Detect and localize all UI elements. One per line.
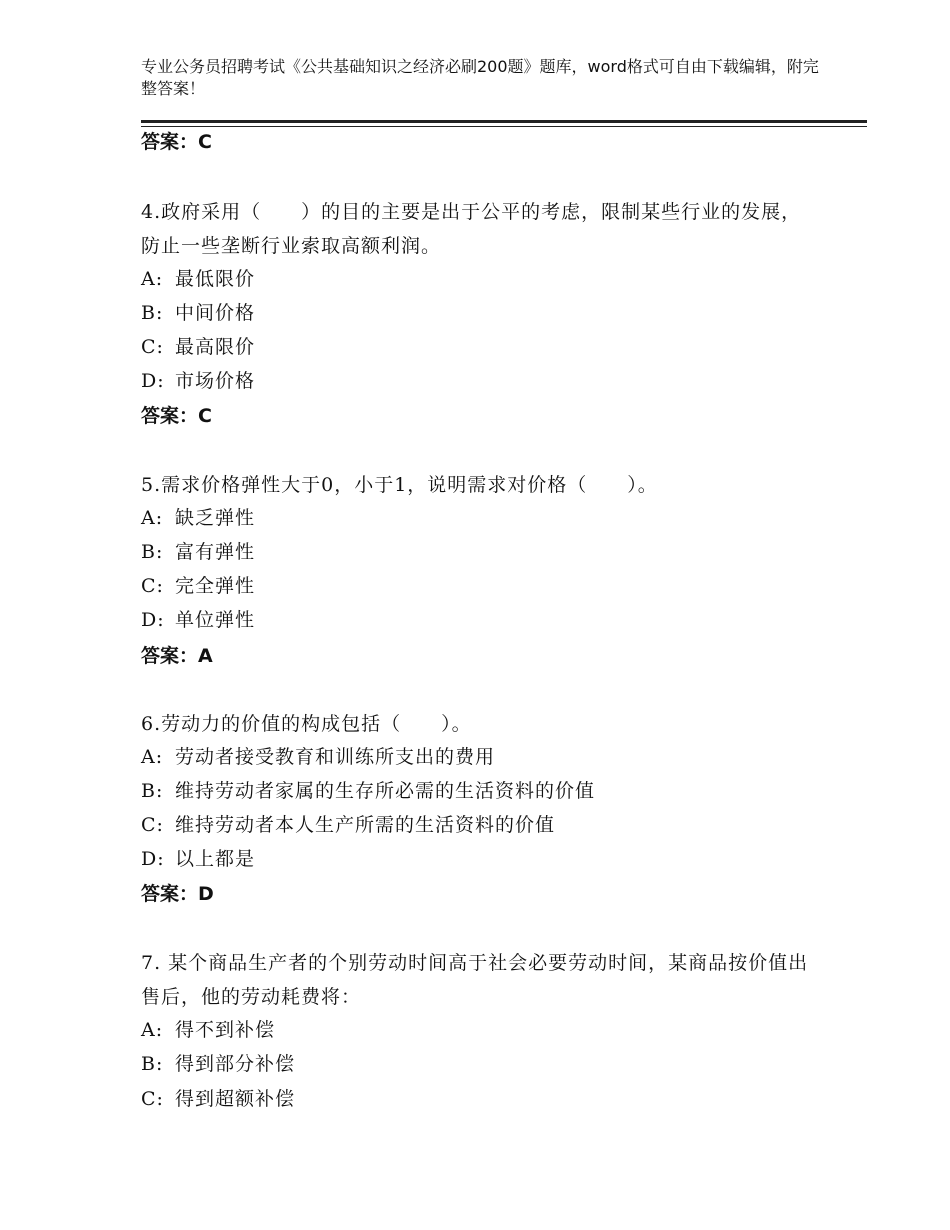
option-text: 最高限价 bbox=[175, 336, 256, 358]
option-letter: D: bbox=[141, 370, 165, 392]
question-text: 5.需求价格弹性大于0，小于1，说明需求对价格（ ）。 bbox=[141, 474, 658, 496]
option-letter: A: bbox=[141, 1019, 164, 1041]
option-item bbox=[141, 744, 495, 770]
option-item bbox=[141, 1051, 295, 1077]
option-text: 中间价格 bbox=[175, 302, 256, 324]
option-text: 缺乏弹性 bbox=[175, 507, 256, 529]
option-text: 维持劳动者家属的生存所必需的生活资料的价值 bbox=[175, 780, 596, 802]
option-item bbox=[141, 812, 555, 838]
option-text: 单位弹性 bbox=[175, 609, 256, 631]
option-text: 市场价格 bbox=[175, 370, 256, 392]
option-letter: B: bbox=[141, 302, 164, 324]
answer-label: 答案：C bbox=[141, 131, 212, 153]
header-rule-thin bbox=[141, 126, 867, 127]
option-item bbox=[141, 505, 255, 531]
answer-label: 答案：C bbox=[141, 405, 212, 427]
option-letter: B: bbox=[141, 780, 164, 802]
header-rule-thick bbox=[141, 120, 867, 123]
option-item bbox=[141, 539, 255, 565]
answer-label: 答案：A bbox=[141, 645, 213, 667]
option-item bbox=[141, 334, 255, 360]
option-letter: B: bbox=[141, 1053, 164, 1075]
option-text: 得到超额补偿 bbox=[175, 1088, 296, 1110]
option-text: 完全弹性 bbox=[175, 575, 256, 597]
option-text: 得不到补偿 bbox=[175, 1019, 276, 1041]
page-header: 专业公务员招聘考试《公共基础知识之经济必刷200题》题库，word格式可自由下载编辑，附完整答案！ bbox=[141, 57, 819, 98]
option-text: 最低限价 bbox=[175, 268, 256, 290]
option-letter: C: bbox=[141, 814, 164, 836]
option-letter: A: bbox=[141, 746, 164, 768]
option-letter: B: bbox=[141, 541, 164, 563]
option-item bbox=[141, 778, 595, 804]
option-letter: A: bbox=[141, 507, 164, 529]
option-text: 劳动者接受教育和训练所支出的费用 bbox=[175, 746, 496, 768]
option-text: 以上都是 bbox=[175, 848, 256, 870]
option-item bbox=[141, 266, 255, 292]
option-letter: C: bbox=[141, 1088, 164, 1110]
option-item bbox=[141, 846, 255, 872]
option-letter: C: bbox=[141, 336, 164, 358]
answer-label: 答案：D bbox=[141, 883, 214, 905]
option-letter: C: bbox=[141, 575, 164, 597]
question-text: 6.劳动力的价值的构成包括（ ）。 bbox=[141, 713, 472, 735]
option-item bbox=[141, 368, 255, 394]
option-item bbox=[141, 607, 255, 633]
option-letter: D: bbox=[141, 848, 165, 870]
option-item bbox=[141, 573, 255, 599]
option-item bbox=[141, 1017, 275, 1043]
option-text: 维持劳动者本人生产所需的生活资料的价值 bbox=[175, 814, 556, 836]
option-item bbox=[141, 1086, 295, 1112]
option-item bbox=[141, 300, 255, 326]
option-text: 得到部分补偿 bbox=[175, 1053, 296, 1075]
option-text: 富有弹性 bbox=[175, 541, 256, 563]
question-text: 4.政府采用（ ）的目的主要是出于公平的考虑，限制某些行业的发展，防止一些垄断行业索取高额利润。 bbox=[141, 201, 802, 257]
question-text: 7. 某个商品生产者的个别劳动时间高于社会必要劳动时间，某商品按价值出售后，他的劳动耗费将： bbox=[141, 952, 809, 1008]
option-letter: A: bbox=[141, 268, 164, 290]
option-letter: D: bbox=[141, 609, 165, 631]
